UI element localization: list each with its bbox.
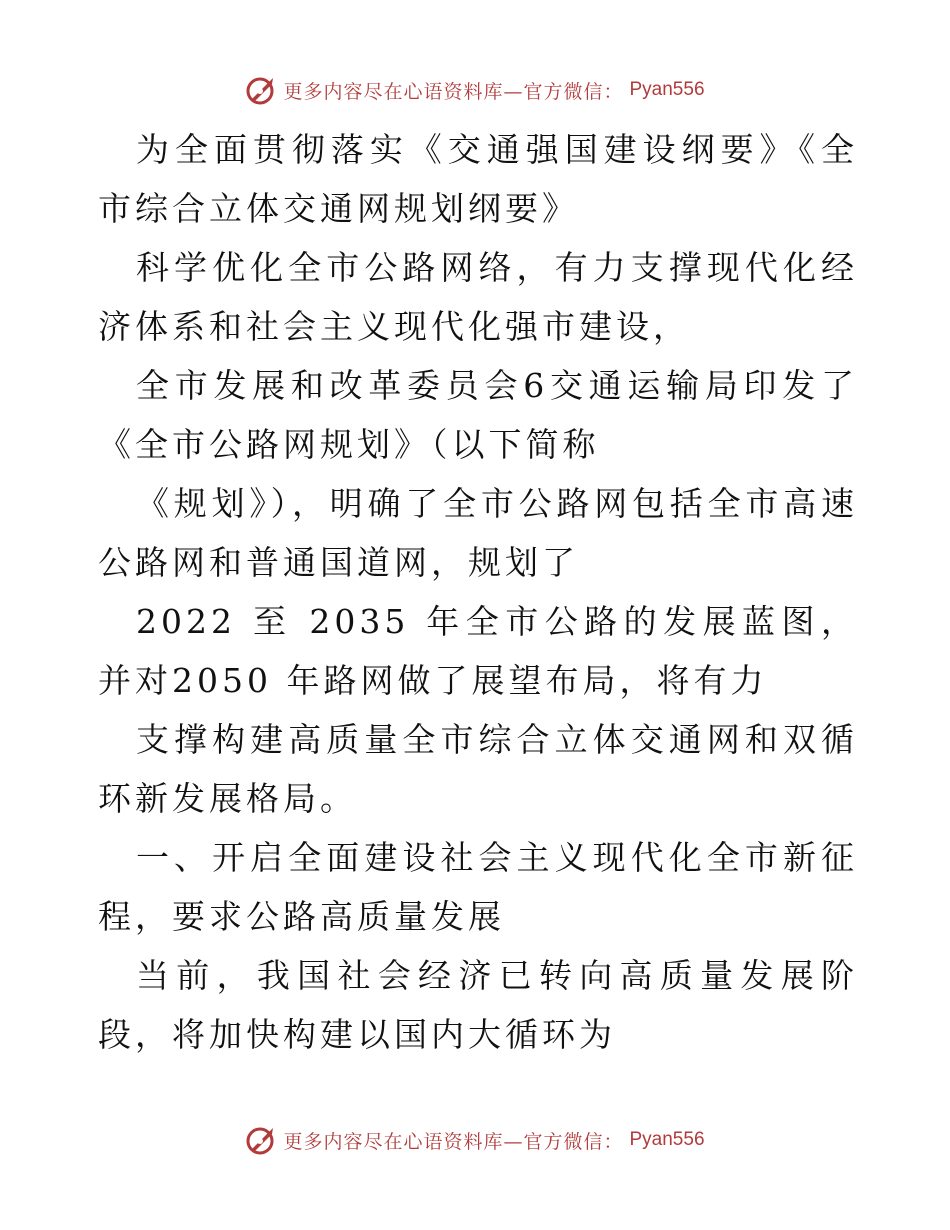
paragraph: 当前，我国社会经济已转向高质量发展阶段，将加快构建以国内大循环为 bbox=[98, 956, 858, 1054]
watermark-text: 更多内容尽在心语资料库—官方微信： bbox=[283, 1130, 624, 1153]
paragraph: 全市发展和改革委员会6交通运输局印发了《全市公路网规划》（以下简称 bbox=[98, 366, 858, 464]
watermark-text: 更多内容尽在心语资料库—官方微信： bbox=[283, 80, 624, 103]
watermark-contact: Pyan556 bbox=[629, 79, 705, 100]
paragraph: 科学优化全市公路网络，有力支撑现代化经济体系和社会主义现代化强市建设， bbox=[98, 248, 858, 346]
watermark-header bbox=[0, 70, 950, 110]
section-heading: 一、开启全面建设社会主义现代化全市新征程，要求公路高质量发展 bbox=[98, 838, 858, 936]
watermark-contact: Pyan556 bbox=[629, 1129, 705, 1150]
pen-logo-icon bbox=[245, 74, 277, 106]
watermark-footer bbox=[0, 1120, 950, 1160]
paragraph: 《规划》），明确了全市公路网包括全市高速公路网和普通国道网，规划了 bbox=[98, 484, 858, 582]
paragraph: 支撑构建高质量全市综合立体交通网和双循环新发展格局。 bbox=[98, 720, 858, 818]
paragraph: 为全面贯彻落实《交通强国建设纲要》《全市综合立体交通网规划纲要》 bbox=[98, 130, 858, 228]
document-body bbox=[98, 120, 858, 1064]
paragraph: 2022 至 2035 年全市公路的发展蓝图，并对2050 年路网做了展望布局，将有力 bbox=[98, 602, 858, 700]
pen-logo-icon bbox=[245, 1124, 277, 1156]
